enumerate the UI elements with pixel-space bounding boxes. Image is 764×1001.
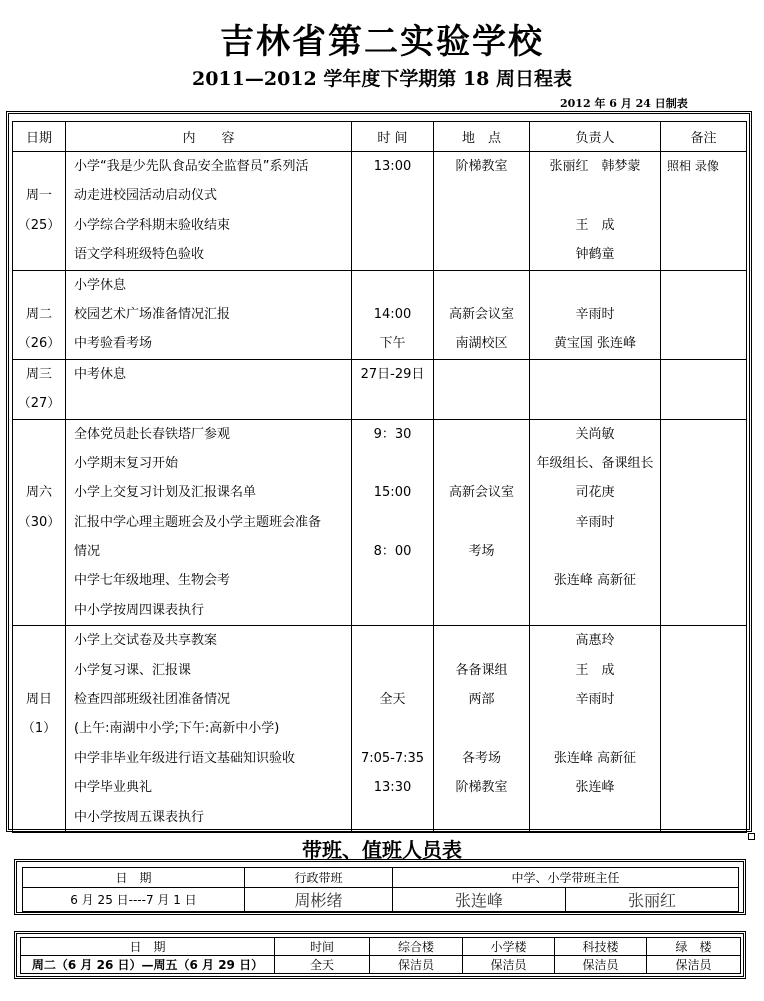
place-line	[434, 626, 529, 655]
note-cell	[661, 359, 747, 419]
day-row	[13, 270, 747, 359]
content-line: 检查四部班级社团准备情况	[74, 692, 231, 708]
cleaning-time: 全天	[275, 956, 370, 974]
note-line	[661, 300, 746, 329]
place-cell	[434, 270, 530, 359]
person-line: 年级组长、备课组长	[536, 455, 654, 471]
cleaning-staff-4: 保洁员	[647, 956, 741, 974]
col-header-content: 内 容	[66, 122, 352, 152]
cleaning-col-building-3: 科技楼	[555, 938, 647, 956]
note-line	[661, 271, 746, 300]
day-date: （30）	[17, 514, 61, 530]
place-line	[434, 596, 529, 625]
time-line	[352, 271, 433, 300]
note-line: 照相 录像	[667, 159, 719, 173]
place-line: 考场	[468, 544, 495, 560]
content-line: 中学毕业典礼	[74, 780, 153, 796]
day-date: （25）	[17, 217, 61, 233]
content-cell	[66, 359, 352, 419]
content-line	[66, 389, 351, 418]
school-title: 吉林省第二实验学校	[220, 22, 544, 62]
content-line: 中小学按周五课表执行	[74, 809, 205, 825]
schedule-subtitle: 2011—2012 学年度下学期第 18 周日程表	[191, 68, 573, 90]
person-line: 张连峰	[575, 780, 615, 796]
time-line: 27日-29日	[360, 366, 425, 382]
duty-admin: 周彬绪	[245, 888, 393, 912]
time-line	[352, 803, 433, 832]
time-line	[352, 240, 433, 269]
duty-col-admin: 行政带班	[245, 868, 393, 888]
note-line	[661, 744, 746, 773]
person-line: 张连峰 高新征	[553, 750, 637, 766]
content-cell	[66, 152, 352, 271]
content-line: 小学期末复习开始	[74, 455, 179, 471]
person-line: 王 成	[575, 217, 615, 233]
cleaning-staff-2: 保洁员	[463, 956, 555, 974]
day-row	[13, 152, 747, 271]
person-line	[530, 803, 660, 832]
person-line: 张丽红 韩梦蒙	[549, 159, 641, 174]
cleaning-staff-3: 保洁员	[555, 956, 647, 974]
place-line	[434, 360, 529, 389]
content-line: 中小学按周四课表执行	[74, 602, 205, 618]
note-cell	[661, 270, 747, 359]
schedule-table	[12, 121, 747, 833]
content-line: 动走进校园活动启动仪式	[74, 188, 218, 204]
col-header-person: 负责人	[530, 122, 661, 152]
place-line: 南湖校区	[455, 336, 508, 352]
note-line	[661, 773, 746, 802]
duty-header-row	[23, 868, 739, 888]
day-cell	[13, 419, 66, 626]
time-line	[352, 508, 433, 537]
person-cell	[530, 626, 661, 833]
place-line	[434, 240, 529, 269]
day-cell	[13, 152, 66, 271]
content-line: 中学非毕业年级进行语文基础知识验收	[74, 750, 296, 766]
col-header-place: 地 点	[434, 122, 530, 152]
place-line	[434, 389, 529, 418]
place-line: 各考场	[461, 750, 501, 766]
day-date: （27）	[17, 396, 61, 412]
duty-table	[22, 867, 739, 912]
col-header-time: 时 间	[352, 122, 434, 152]
note-cell	[661, 152, 747, 271]
person-cell	[530, 359, 661, 419]
place-line	[434, 420, 529, 449]
content-line: 小学综合学科期末验收结束	[74, 217, 231, 233]
duty-head-2: 张丽红	[566, 888, 739, 912]
made-date: 2012 年 6 月 24 日制表	[560, 97, 688, 110]
content-line: 全体党员赴长春铁塔厂参观	[74, 426, 231, 442]
person-cell	[530, 419, 661, 626]
cleaning-col-date: 日 期	[21, 938, 275, 956]
day-label: 周六	[25, 485, 52, 501]
note-line	[661, 566, 746, 595]
content-line: 中学七年级地理、生物会考	[74, 573, 231, 589]
duty-title: 带班、值班人员表	[302, 838, 462, 862]
person-line	[530, 714, 660, 743]
time-line	[352, 211, 433, 240]
person-line	[530, 181, 660, 210]
time-cell	[352, 626, 434, 833]
duty-col-date: 日 期	[23, 868, 245, 888]
place-line: 各备课组	[455, 662, 508, 678]
person-line: 辛雨时	[575, 692, 615, 708]
content-cell	[66, 270, 352, 359]
person-line: 王 成	[575, 662, 615, 678]
time-line: 8：00	[373, 544, 412, 560]
content-line: 中考休息	[74, 366, 127, 382]
note-line	[661, 478, 746, 507]
person-line: 钟鹤童	[575, 247, 615, 263]
time-line	[352, 566, 433, 595]
place-line	[434, 508, 529, 537]
col-header-date: 日期	[13, 122, 66, 152]
cleaning-staff-1: 保洁员	[370, 956, 463, 974]
time-line	[352, 389, 433, 418]
person-line: 黄宝国 张连峰	[553, 336, 637, 352]
place-cell	[434, 152, 530, 271]
time-line: 下午	[379, 336, 406, 352]
note-line	[661, 449, 746, 478]
content-cell	[66, 419, 352, 626]
time-cell	[352, 270, 434, 359]
person-line: 高惠玲	[575, 633, 615, 649]
note-line	[661, 685, 746, 714]
note-line	[661, 181, 746, 210]
place-line: 阶梯教室	[455, 780, 508, 796]
day-cell	[13, 626, 66, 833]
day-row	[13, 626, 747, 833]
note-line	[661, 714, 746, 743]
place-cell	[434, 419, 530, 626]
content-cell	[66, 626, 352, 833]
note-line	[661, 626, 746, 655]
cleaning-col-time: 时间	[275, 938, 370, 956]
time-line: 13:00	[373, 159, 412, 174]
time-line: 15:00	[373, 485, 412, 501]
person-line: 司花庚	[575, 485, 615, 501]
person-line: 张连峰 高新征	[553, 573, 637, 589]
place-line: 阶梯教室	[455, 159, 508, 174]
note-line	[661, 803, 746, 832]
place-line	[434, 211, 529, 240]
note-line	[661, 420, 746, 449]
day-label: 周二	[25, 306, 52, 322]
content-line: 小学“我是少先队食品安全监督员”系列活	[74, 159, 309, 174]
place-line: 高新会议室	[448, 485, 514, 501]
person-line: 关尚敏	[575, 426, 615, 442]
time-line	[352, 626, 433, 655]
content-line: 汇报中学心理主题班会及小学主题班会准备	[74, 514, 322, 530]
time-line	[352, 449, 433, 478]
time-line: 14:00	[373, 306, 412, 322]
content-line: 语文学科班级特色验收	[74, 247, 205, 263]
day-label: 周日	[25, 692, 52, 708]
note-line	[661, 537, 746, 566]
day-row	[13, 419, 747, 626]
place-line	[434, 566, 529, 595]
person-cell	[530, 270, 661, 359]
content-line: 小学复习课、汇报课	[74, 662, 192, 678]
day-row	[13, 359, 747, 419]
cleaning-col-building-1: 综合楼	[370, 938, 463, 956]
person-line	[530, 360, 660, 389]
content-line: 中考验看考场	[74, 336, 153, 352]
day-date: （1）	[21, 721, 57, 737]
duty-data-row	[23, 888, 739, 912]
time-line	[352, 656, 433, 685]
place-cell	[434, 626, 530, 833]
cleaning-table	[20, 937, 741, 974]
note-line	[661, 329, 746, 358]
content-line: 情况	[74, 544, 101, 560]
resize-handle	[748, 833, 755, 840]
person-line: 辛雨时	[575, 514, 615, 530]
place-line: 高新会议室	[448, 306, 514, 322]
day-label: 周一	[25, 188, 52, 204]
day-cell	[13, 270, 66, 359]
cleaning-data-row	[21, 956, 741, 974]
note-cell	[661, 419, 747, 626]
content-line: 小学休息	[74, 277, 127, 293]
time-cell	[352, 419, 434, 626]
cleaning-header-row	[21, 938, 741, 956]
note-cell	[661, 626, 747, 833]
note-line	[661, 211, 746, 240]
content-line: 校园艺术广场准备情况汇报	[74, 306, 231, 322]
note-line	[661, 240, 746, 269]
note-line	[661, 508, 746, 537]
place-line	[434, 449, 529, 478]
time-cell	[352, 152, 434, 271]
cleaning-col-building-2: 小学楼	[463, 938, 555, 956]
place-line	[434, 181, 529, 210]
person-line	[530, 271, 660, 300]
note-line	[661, 596, 746, 625]
person-line	[530, 389, 660, 418]
person-line	[530, 537, 660, 566]
place-cell	[434, 359, 530, 419]
duty-head-1: 张连峰	[393, 888, 566, 912]
note-line	[661, 389, 746, 418]
day-cell	[13, 359, 66, 419]
person-line	[530, 596, 660, 625]
day-date: （26）	[17, 336, 61, 352]
place-line	[434, 271, 529, 300]
person-cell	[530, 152, 661, 271]
content-line: 小学上交复习计划及汇报课名单	[74, 485, 257, 501]
time-line	[352, 596, 433, 625]
duty-col-head: 中学、小学带班主任	[393, 868, 739, 888]
time-line: 9：30	[373, 426, 412, 442]
time-line: 7:05-7:35	[360, 750, 425, 766]
time-line	[352, 181, 433, 210]
place-line	[434, 714, 529, 743]
cleaning-date: 周二（6 月 26 日）—周五（6 月 29 日）	[21, 956, 275, 974]
place-line: 两部	[468, 692, 495, 708]
note-line	[661, 360, 746, 389]
note-line	[661, 656, 746, 685]
content-line: (上午:南湖中小学;下午:高新中小学)	[74, 721, 280, 737]
place-line	[434, 803, 529, 832]
col-header-note: 备注	[661, 122, 747, 152]
time-line: 全天	[379, 692, 406, 708]
day-label: 周三	[25, 366, 52, 382]
person-line: 辛雨时	[575, 306, 615, 322]
time-cell	[352, 359, 434, 419]
schedule-header-row	[13, 122, 747, 152]
content-line: 小学上交试卷及共享教案	[74, 633, 218, 649]
cleaning-col-building-4: 绿 楼	[647, 938, 741, 956]
time-line: 13:30	[373, 780, 412, 796]
time-line	[352, 714, 433, 743]
duty-date: 6 月 25 日----7 月 1 日	[23, 888, 245, 912]
